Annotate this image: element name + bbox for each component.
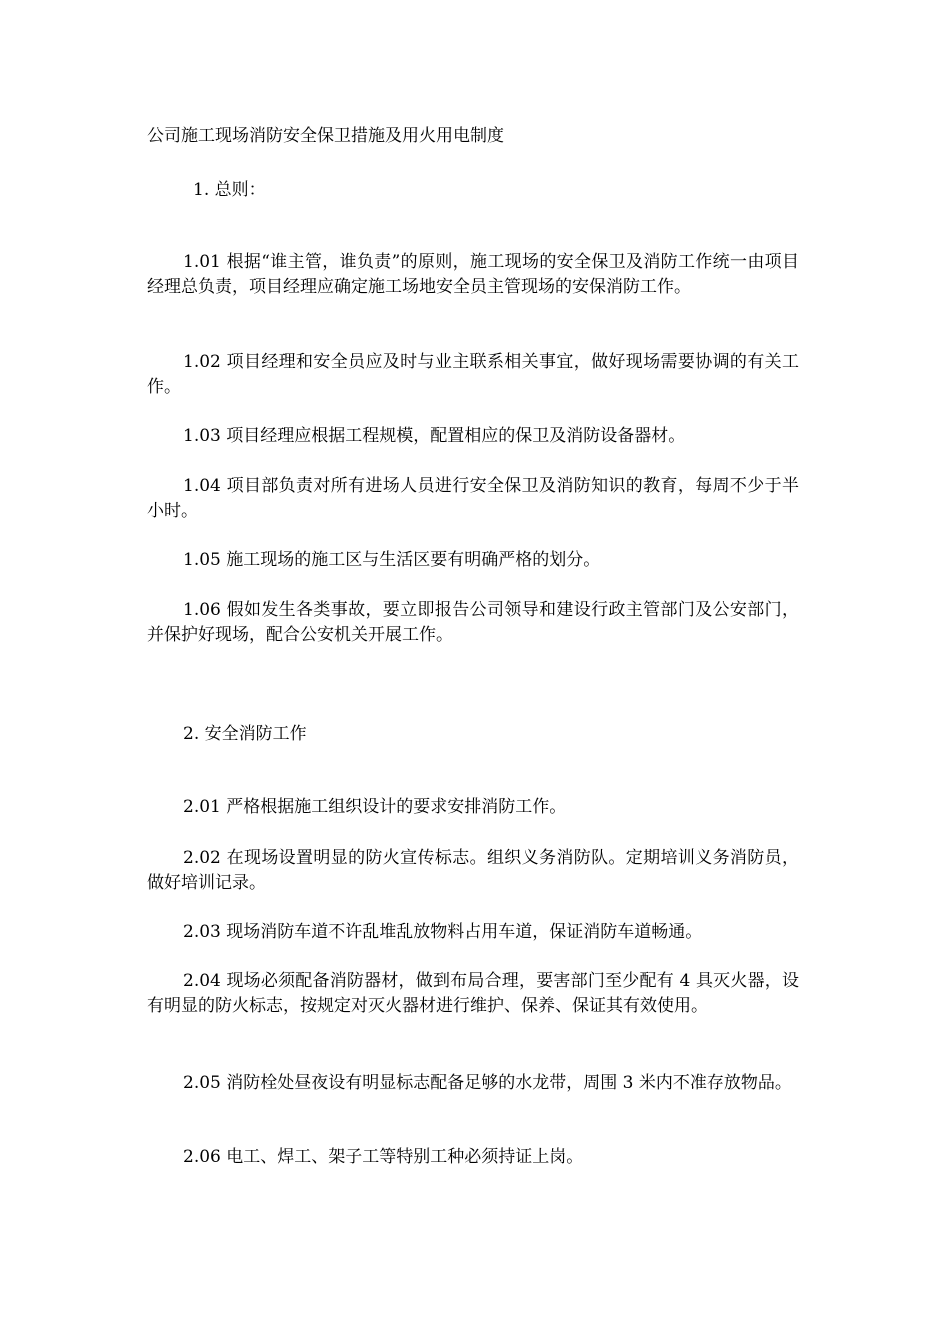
paragraph-2-05: 2.05 消防栓处昼夜设有明显标志配备足够的水龙带，周围 3 米内不准存放物品。 <box>183 1073 792 1093</box>
document-title: 公司施工现场消防安全保卫措施及用火用电制度 <box>147 126 504 146</box>
section-heading-general: 1. 总则： <box>193 180 266 200</box>
paragraph-1-01: 1.01 根据“谁主管，谁负责”的原则，施工现场的安全保卫及消防工作统一由项目经理总负责，项目经理应确定施工场地安全员主管现场的安保消防工作。 <box>147 252 799 297</box>
paragraph-1-04: 1.04 项目部负责对所有进场人员进行安全保卫及消防知识的教育，每周不少于半小时。 <box>147 476 799 521</box>
section-heading-fire-safety: 2. 安全消防工作 <box>183 724 307 744</box>
paragraph-1-06: 1.06 假如发生各类事故，要立即报告公司领导和建设行政主管部门及公安部门，并保护好现场，配合公安机关开展工作。 <box>147 600 799 645</box>
paragraph-1-02: 1.02 项目经理和安全员应及时与业主联系相关事宜，做好现场需要协调的有关工作。 <box>147 352 799 397</box>
paragraph-2-01: 2.01 严格根据施工组织设计的要求安排消防工作。 <box>183 797 567 817</box>
paragraph-1-03: 1.03 项目经理应根据工程规模，配置相应的保卫及消防设备器材。 <box>183 426 686 446</box>
paragraph-2-04: 2.04 现场必须配备消防器材，做到布局合理，要害部门至少配有 4 具灭火器，设有明显的防火标志，按规定对灭火器材进行维护、保养、保证其有效使用。 <box>147 971 799 1016</box>
paragraph-2-06: 2.06 电工、焊工、架子工等特别工种必须持证上岗。 <box>183 1147 584 1167</box>
paragraph-2-03: 2.03 现场消防车道不许乱堆乱放物料占用车道，保证消防车道畅通。 <box>183 922 703 942</box>
paragraph-1-05: 1.05 施工现场的施工区与生活区要有明确严格的划分。 <box>183 550 601 570</box>
paragraph-2-02: 2.02 在现场设置明显的防火宣传标志。组织义务消防队。定期培训义务消防员，做好培训记录。 <box>147 848 799 893</box>
